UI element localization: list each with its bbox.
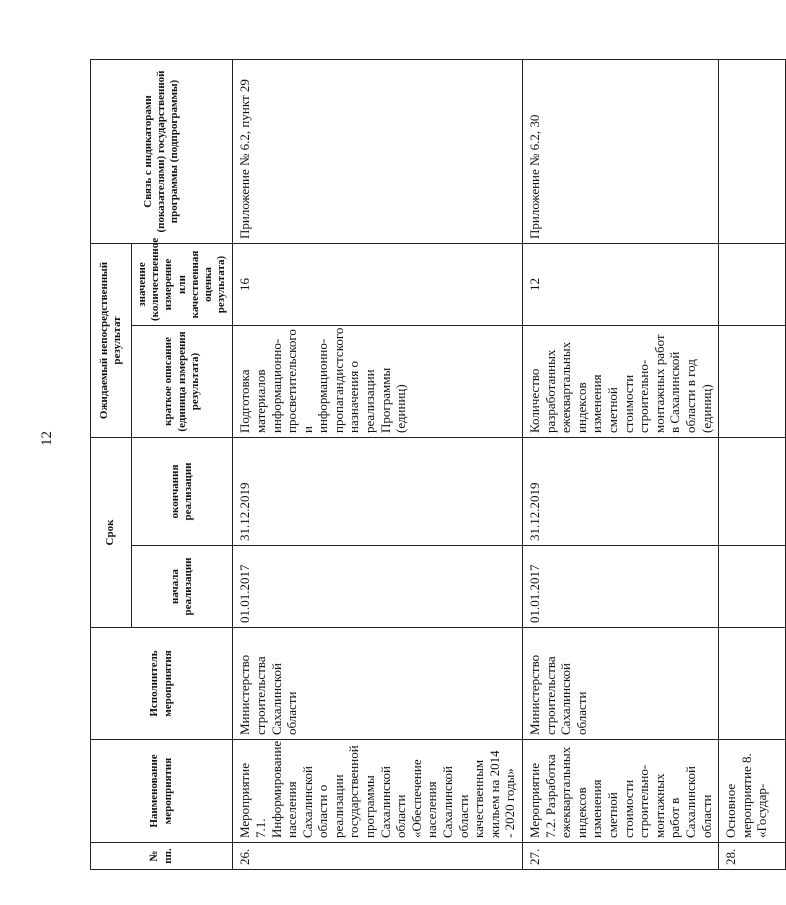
row-name: Мероприятие 7.2. Разработка ежеквартальных индексов изменения сметной стоимости строительно-монтажных работ в Сахалинской области [523, 740, 719, 843]
header-link: Связь с индикаторами (показателями) государственной программы (подпрограммы) [91, 60, 233, 244]
header-result-desc: краткое описание (единица измерения результата) [132, 326, 233, 438]
row-start: 01.01.2017 [523, 546, 719, 628]
row-end: 31.12.2019 [523, 438, 719, 546]
page-number: 12 [39, 431, 55, 446]
row-link: Приложение № 6.2, 30 [523, 60, 719, 244]
header-num: № пп. [91, 843, 233, 870]
row-start: 01.01.2017 [233, 546, 523, 628]
row-num: 27. [523, 843, 719, 870]
row-link [719, 60, 786, 244]
row-result-desc: Подготовка материалов информационно-просветительского и информационно-пропагандистского назначения о реализации Программы (единиц) [233, 326, 523, 438]
row-num: 28. [719, 843, 786, 870]
row-executor: Министерство строительства Сахалинской области [523, 628, 719, 740]
row-name: Мероприятие 7.1. Информирование населения Сахалинской области о реализации государственной программы Сахалинской области «Обеспечение населения Сахалинской области качественным жильем на 2014 - 2020 годы» [233, 740, 523, 843]
row-link: Приложение № 6.2, пункт 29 [233, 60, 523, 244]
header-executor: Исполнитель мероприятия [91, 628, 233, 740]
row-result-value [719, 244, 786, 326]
row-num: 26. [233, 843, 523, 870]
header-term: Срок [91, 438, 132, 628]
row-end [719, 438, 786, 546]
header-result-value: значение (количественное измерение или качественная оценка результата) [132, 244, 233, 326]
table-row [233, 60, 523, 870]
row-result-desc [719, 326, 786, 438]
header-name: Наименование мероприятия [91, 740, 233, 843]
row-result-value: 16 [233, 244, 523, 326]
table-row [523, 60, 719, 870]
rotated-table-container [90, 60, 770, 870]
measures-table [90, 59, 786, 870]
row-executor [719, 628, 786, 740]
row-result-value: 12 [523, 244, 719, 326]
row-name: Основное мероприятие 8. «Государ- [719, 740, 786, 843]
header-term-start: начала реализации [132, 546, 233, 628]
header-row-1 [91, 60, 132, 870]
row-end: 31.12.2019 [233, 438, 523, 546]
table-row [719, 60, 786, 870]
row-result-desc: Количество разработанных ежеквартальных индексов изменения сметной стоимости строительно-монтажных работ в Сахалинской области в год (единиц) [523, 326, 719, 438]
row-executor: Министерство строительства Сахалинской области [233, 628, 523, 740]
header-result: Ожидаемый непосредственный результат [91, 244, 132, 438]
row-start [719, 546, 786, 628]
header-term-end: окончания реализации [132, 438, 233, 546]
